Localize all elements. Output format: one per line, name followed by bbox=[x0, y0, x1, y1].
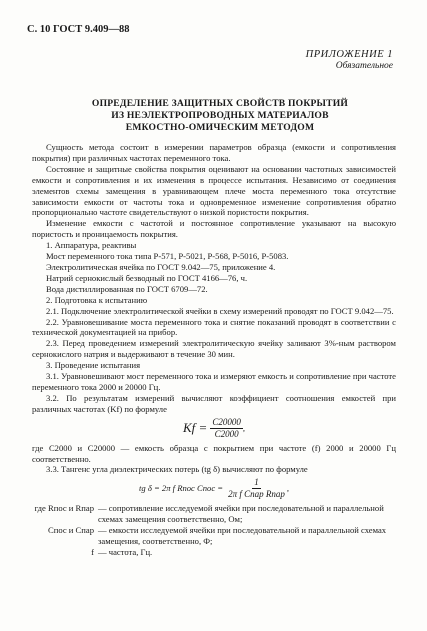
paragraph: 2.3. Перед проведением измерений электролитическую ячейку заливают 3%-ным раствором сернокислого натрия и выдерживают в течение 30 мин. bbox=[32, 338, 396, 360]
page-header: С. 10 ГОСТ 9.409—88 bbox=[27, 24, 130, 35]
fraction-numerator: 1 bbox=[254, 477, 259, 488]
paragraph: 2.1. Подключение электролитической ячейки в схему измерений проводят по ГОСТ 9.042—75. bbox=[46, 305, 394, 316]
title-line: ИЗ НЕЭЛЕКТРОПРОВОДНЫХ МАТЕРИАЛОВ bbox=[111, 110, 329, 121]
formula-fraction bbox=[226, 477, 290, 500]
formula-lhs: Kf = bbox=[183, 419, 208, 435]
section-title bbox=[40, 98, 400, 134]
section-heading: 1. Аппаратура, реактивы bbox=[46, 240, 137, 251]
section-heading: 3. Проведение испытания bbox=[46, 360, 141, 371]
paragraph: Изменение емкости с частотой и постоянное сопротивление указывают на высокую пористость и проницаемость покрытия. bbox=[32, 218, 396, 240]
formula-fraction bbox=[210, 417, 243, 440]
symbol-definition: — сопротивление исследуемой ячейки при последовательной и параллельной схемах замещения соответственно, Ом; bbox=[98, 503, 384, 525]
paragraph: Состояние и защитные свойства покрытия оценивают на основании частотных зависимостей емкости и сопротивления и их изменения в процессе испытания. Независимо от соединения элементов схемы замещения в уравнивающем плече моста переменного тока отсутствие зависимости емкости от частоты тока и одновременное изменение сопротивления обратно пропорционально частоте свидетельствуют о низкой пористости покрытия. bbox=[32, 163, 396, 218]
paragraph: 3.2. По результатам измерений вычисляют коэффициент соотношения емкостей при различных частотах (Kf) по формуле bbox=[32, 392, 396, 414]
paragraph: где C2000 и C20000 — емкость образца с покрытием при частоте (f) 2000 и 20000 Гц соответственно. bbox=[32, 442, 396, 464]
paragraph: 2.2. Уравновешивание моста переменного тока и снятие показаний проводят в соответствии с технической документацией на прибор. bbox=[32, 316, 396, 338]
title-line: ОПРЕДЕЛЕНИЕ ЗАЩИТНЫХ СВОЙСТВ ПОКРЫТИЙ bbox=[91, 98, 349, 109]
paragraph: 3.3. Тангенс угла диэлектрических потерь (tg δ) вычисляют по формуле bbox=[46, 464, 308, 475]
fraction-numerator: C20000 bbox=[212, 416, 241, 427]
section-heading: 2. Подготовка к испытанию bbox=[46, 294, 148, 305]
symbol: Cпос и Cпар bbox=[48, 525, 94, 536]
formula-tail: , bbox=[286, 483, 290, 494]
appendix-number: ПРИЛОЖЕНИЕ 1 bbox=[305, 49, 393, 60]
symbol-definition: — частота, Гц. bbox=[98, 547, 153, 557]
formula-kf bbox=[32, 417, 396, 440]
formula-tail: , bbox=[242, 422, 245, 433]
list-item: Электролитическая ячейка по ГОСТ 9.042—75, приложение 4. bbox=[46, 261, 276, 272]
paragraph: Сущность метода состоит в измерении параметров образца (емкости и сопротивления покрытия) при различных частотах переменного тока. bbox=[32, 142, 396, 163]
appendix-status: Обязательное bbox=[335, 61, 393, 71]
list-item: Вода дистиллированная по ГОСТ 6709—72. bbox=[46, 283, 208, 294]
title-line: ЕМКОСТНО-ОМИЧЕСКИМ МЕТОДОМ bbox=[125, 122, 315, 133]
paragraph: 3.1. Уравновешивают мост переменного тока и измеряют емкость и сопротивление при частоте переменного тока 2000 и 20000 Гц. bbox=[32, 371, 396, 392]
fraction-denominator: 2π f Cпар Rпар bbox=[228, 489, 285, 500]
formula-lhs: tg δ = 2π f Rпос Cпос = bbox=[138, 483, 224, 494]
symbol: где Rпос и Rпар bbox=[34, 503, 94, 514]
list-item: Натрий сернокислый безводный по ГОСТ 4166—76, ч. bbox=[46, 272, 248, 283]
list-item: Мост переменного тока типа Р-571, Р-5021, Р-568, Р-5016, Р-5083. bbox=[46, 251, 289, 262]
symbol-definition: — емкости исследуемой ячейки при последовательной и параллельной схемах замещения, соответственно, Ф; bbox=[98, 525, 387, 547]
appendix-label bbox=[306, 49, 393, 71]
body-text bbox=[32, 142, 396, 558]
symbol-definitions bbox=[32, 503, 396, 558]
symbol: f bbox=[91, 547, 94, 557]
formula-tg-delta bbox=[32, 477, 396, 500]
fraction-denominator: C2000 bbox=[214, 428, 239, 439]
